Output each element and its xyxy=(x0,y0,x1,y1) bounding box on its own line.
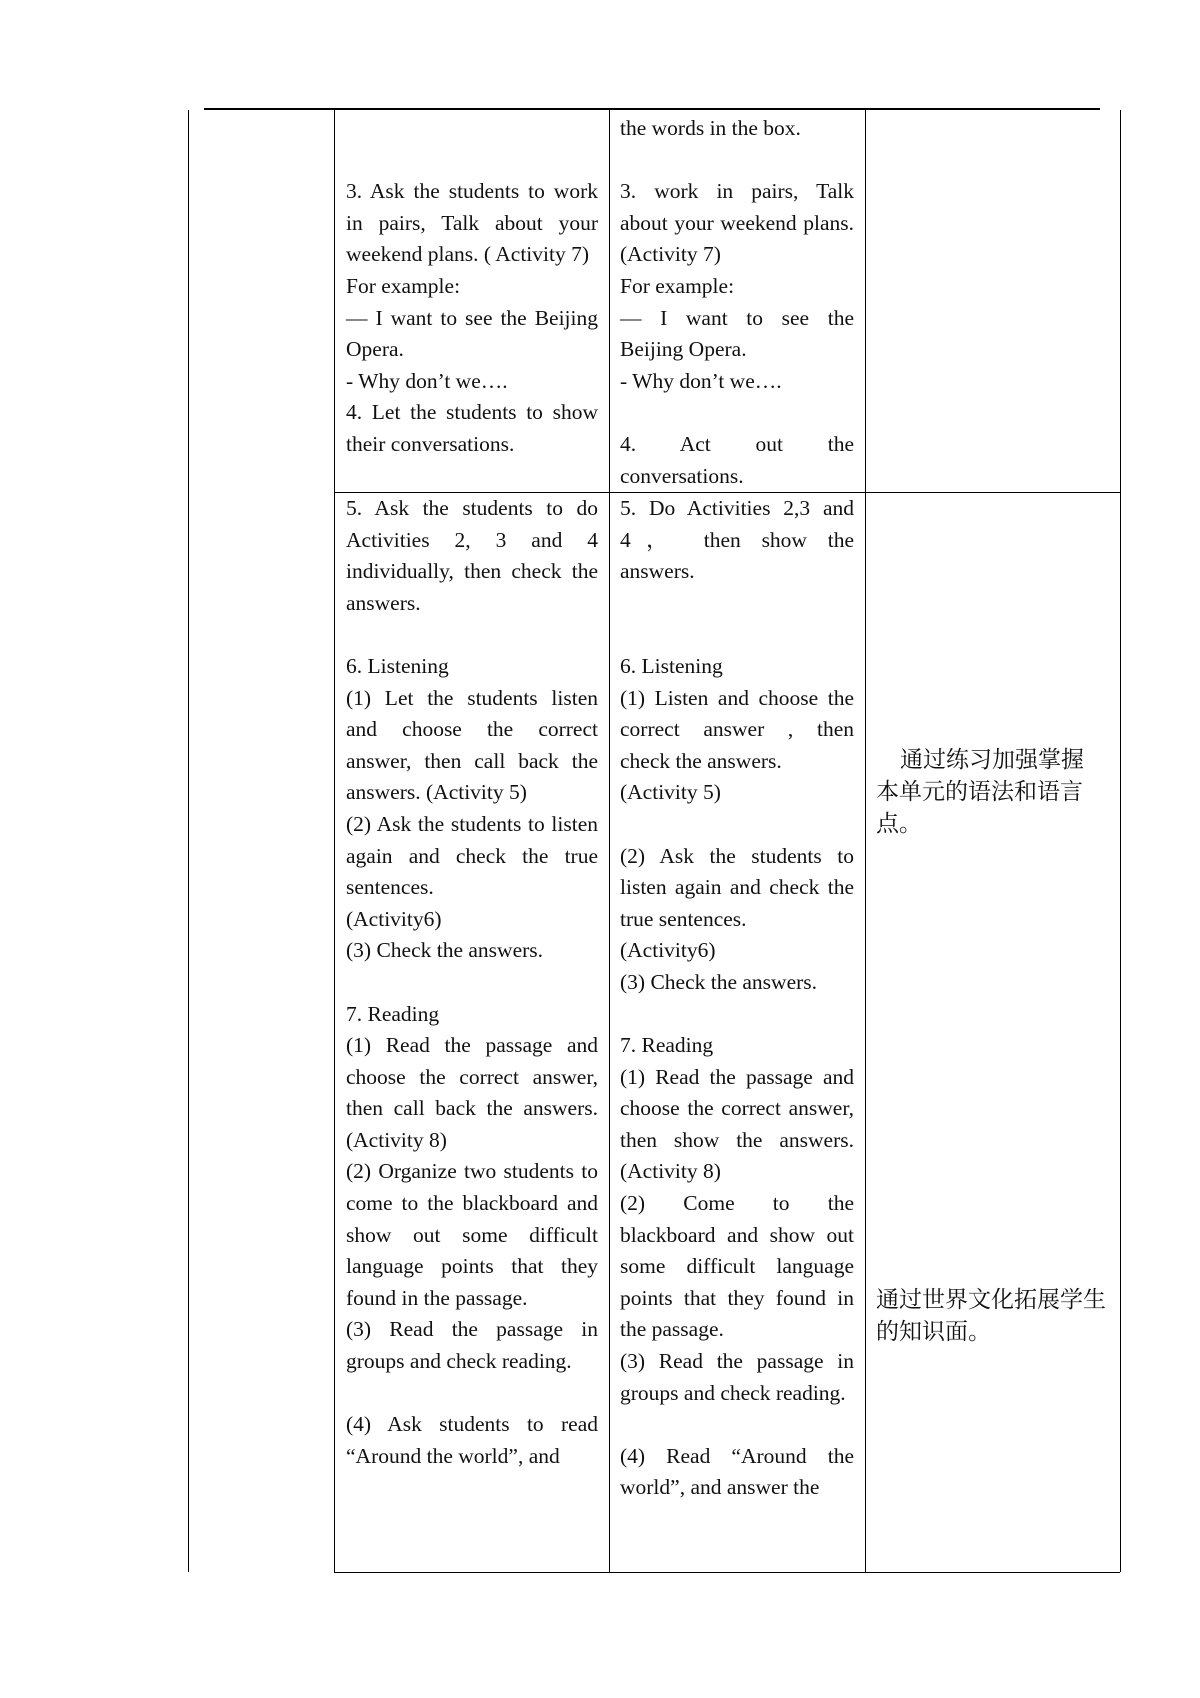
row1-student-activities xyxy=(620,113,854,492)
row1-teacher-line xyxy=(346,113,598,145)
row2-student-activities xyxy=(620,493,854,1504)
row1-teacher-line: — I want to see the Beijing Opera. xyxy=(346,305,598,362)
row2-student-line: (Activity 5) xyxy=(620,780,721,805)
row1-teacher-line: 4. Let the students to show their conversations. xyxy=(346,400,598,456)
row2-teacher-line: (3) Read the passage in groups and check reading. xyxy=(346,1317,598,1374)
row2-teacher-line: (3) Check the answers. xyxy=(346,938,544,963)
row2-teacher-line: (Activity6) xyxy=(346,906,442,931)
row2-student-line xyxy=(620,809,854,841)
row1-teacher-line xyxy=(346,145,598,177)
row2-student-line: (4) Read “Around the world”, and answer the xyxy=(620,1443,854,1500)
row2-student-line: (1) Listen and choose the correct answer , then check the answers. xyxy=(620,685,854,773)
row1-teacher-line: 3. Ask the students to work in pairs, Talk about your weekend plans. ( Activity 7) xyxy=(346,179,598,267)
row1-student-line: — I want to see the Beijing Opera. xyxy=(620,305,854,362)
row2-student-line: 5. Do Activities 2,3 and 4， then show the answers. xyxy=(620,496,854,584)
row1-student-line: - Why don’t we…. xyxy=(620,368,782,393)
row2-teacher-line xyxy=(346,967,598,999)
purpose-culture-note: 通过世界文化拓展学生的知识面。 xyxy=(876,1287,1106,1345)
row1-teacher-line: For example: xyxy=(346,273,461,298)
table-right-border xyxy=(1120,110,1121,1572)
row2-student-line: (Activity6) xyxy=(620,938,716,963)
row2-teacher-line: (1) Let the students listen and choose the correct answer, then call back the answers. (Activity 5) xyxy=(346,685,598,805)
top-rule xyxy=(204,108,1100,110)
row2-student-line: (2) Come to the blackboard and show out some difficult language points that they found in the passage. xyxy=(620,1191,854,1342)
row1-student-line: For example: xyxy=(620,273,735,298)
row2-student-line: 6. Listening xyxy=(620,653,723,678)
row2-teacher-line: 7. Reading xyxy=(346,1001,440,1026)
row1-student-line xyxy=(620,145,854,177)
row2-teacher-activities xyxy=(346,493,598,1472)
row1-student-line: 4. Act out the conversations. xyxy=(620,431,854,488)
row2-student-line xyxy=(620,1409,854,1441)
row2-student-line: (3) Read the passage in groups and check reading. xyxy=(620,1349,854,1405)
row2-teacher-line xyxy=(346,619,598,651)
row2-teacher-line: (2) Organize two students to come to the blackboard and show out some difficult language points that they found in the passage. xyxy=(346,1159,598,1310)
column-divider-1 xyxy=(334,110,335,1572)
column-divider-2 xyxy=(609,110,610,1572)
row1-teacher-activities xyxy=(346,113,598,461)
row1-student-line: 3. work in pairs, Talk about your weekend plans. (Activity 7) xyxy=(620,179,854,267)
row2-teacher-line: (2) Ask the students to listen again and check the true sentences. xyxy=(346,811,598,900)
row2-teacher-line: (4) Ask students to read “Around the world”, and xyxy=(346,1412,598,1468)
row1-student-line xyxy=(620,397,854,429)
table-left-border xyxy=(188,110,189,1572)
column-divider-3 xyxy=(865,110,866,1572)
table-bottom-border xyxy=(334,1572,1120,1573)
row2-teacher-line xyxy=(346,1378,598,1410)
row2-student-line: (2) Ask the students to listen again and check the true sentences. xyxy=(620,843,854,931)
row2-teacher-line: (1) Read the passage and choose the correct answer, then call back the answers. (Activity 8) xyxy=(346,1033,598,1152)
row2-student-line: 7. Reading xyxy=(620,1033,714,1058)
row2-student-line xyxy=(620,999,854,1031)
row1-teacher-line: - Why don’t we…. xyxy=(346,368,508,393)
row2-teacher-line: 5. Ask the students to do Activities 2, 3 and 4 individually, then check the answers. xyxy=(346,496,598,615)
row2-student-line: (1) Read the passage and choose the correct answer, then show the answers. (Activity 8) xyxy=(620,1064,854,1184)
row2-student-line xyxy=(620,588,854,620)
purpose-practice-note: 通过练习加强掌握本单元的语法和语言点。 xyxy=(876,747,1084,837)
row2-student-line: (3) Check the answers. xyxy=(620,969,818,994)
row2-student-line xyxy=(620,619,854,651)
row1-student-line: the words in the box. xyxy=(620,116,801,140)
row2-teacher-line: 6. Listening xyxy=(346,653,449,678)
